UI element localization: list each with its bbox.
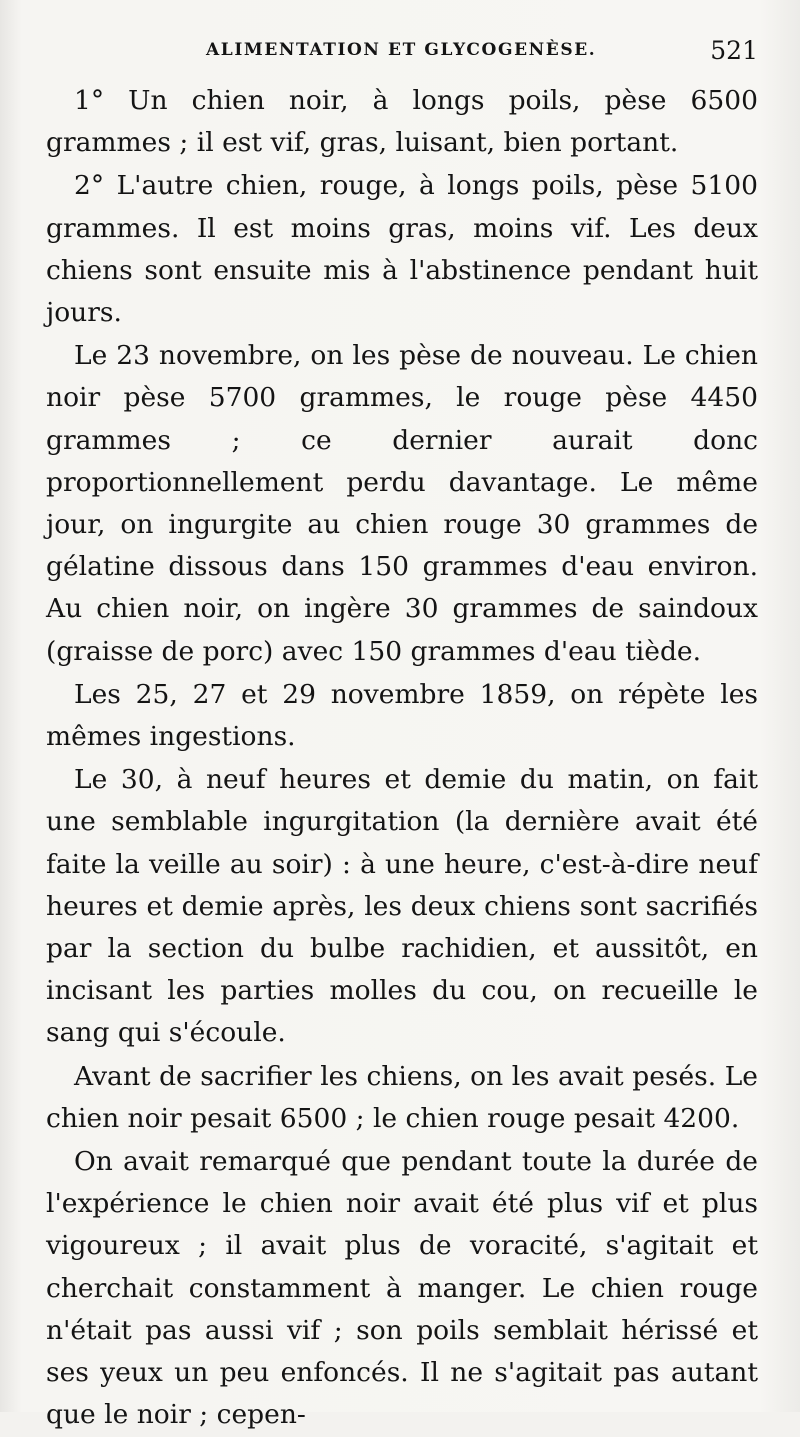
paragraph-6: Avant de sacrifier les chiens, on les avait pesés. Le chien noir pesait 6500 ; le chien rouge pesait 4200. bbox=[46, 1060, 758, 1134]
running-head: ALIMENTATION ET GLYCOGENÈSE. bbox=[206, 40, 597, 60]
paragraph-3: Le 23 novembre, on les pèse de nouveau. Le chien noir pèse 5700 grammes, le rouge pèse 4450 grammes ; ce dernier aurait donc proportionnellement perdu davantage. Le même jour, on ingurgite au chien rouge 30 grammes de gélatine dissous dans 150 grammes d'eau environ. Au chien noir, on ingère 30 grammes de saindoux (graisse de porc) avec 150 grammes d'eau tiède. bbox=[46, 340, 758, 667]
page-number: 521 bbox=[710, 36, 758, 65]
paragraph-7: On avait remarqué que pendant toute la durée de l'expérience le chien noir avait été plus vif et plus vigoureux ; il avait plus de voracité, s'agitait et cherchait constamment à manger. Le chien rouge n'était pas aussi vif ; son poils semblait hérissé et ses yeux un peu enfoncés. Il ne s'agitait pas autant que le noir ; cepen- bbox=[46, 1146, 758, 1431]
paragraph-2: 2° L'autre chien, rouge, à longs poils, pèse 5100 grammes. Il est moins gras, moins vif. Les deux chiens sont ensuite mis à l'abstinence pendant huit jours. bbox=[46, 170, 758, 329]
paragraph-4: Les 25, 27 et 29 novembre 1859, on répète les mêmes ingestions. bbox=[46, 678, 758, 753]
paragraph-5: Le 30, à neuf heures et demie du matin, on fait une semblable ingurgitation (la dernière avait été faite la veille au soir) : à une heure, c'est-à-dire neuf heures et demie après, les deux chiens sont sacrifiés par la section du bulbe rachidien, et aussitôt, en incisant les parties molles du cou, on recueille le sang qui s'écoule. bbox=[46, 764, 758, 1049]
page-header bbox=[0, 36, 800, 70]
page-body bbox=[46, 80, 758, 1437]
paragraph-1: 1° Un chien noir, à longs poils, pèse 6500 grammes ; il est vif, gras, luisant, bien portant. bbox=[46, 85, 758, 159]
